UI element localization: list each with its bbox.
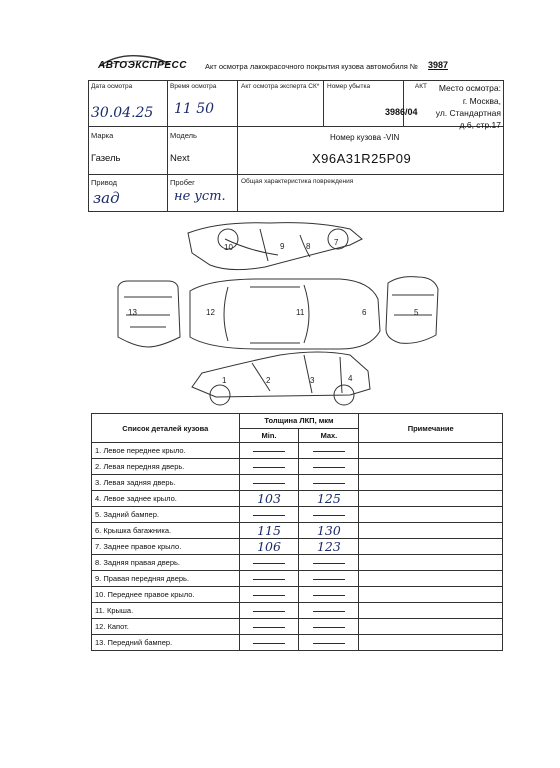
note-cell [359, 571, 503, 587]
mileage-value: не уст. [174, 189, 226, 204]
time-cell [168, 81, 238, 127]
table-row [92, 555, 503, 571]
thickness-max [299, 619, 359, 635]
note-cell [359, 459, 503, 475]
place-label: Место осмотра: [438, 83, 501, 93]
note-cell [359, 539, 503, 555]
loss-cell [324, 81, 404, 127]
damage-cell [238, 175, 503, 211]
blank-dash [253, 611, 285, 612]
mileage-label: Пробег [170, 178, 195, 187]
blank-dash [253, 451, 285, 452]
blank-dash [253, 515, 285, 516]
diagram-num-12: 12 [206, 308, 215, 317]
thickness-min [239, 475, 299, 491]
part-name: 8. Задняя правая дверь. [92, 555, 240, 571]
diagram-num-4: 4 [348, 374, 353, 383]
place-line-2: ул. Стандартная [435, 108, 501, 118]
table-row [92, 587, 503, 603]
blank-dash [313, 579, 345, 580]
thickness-min [239, 603, 299, 619]
expert-cell [238, 81, 324, 127]
thickness-min: 103 [239, 491, 299, 507]
place-cell [427, 81, 503, 130]
thickness-max [299, 603, 359, 619]
thickness-min [239, 555, 299, 571]
table-row [92, 635, 503, 651]
parts-table [91, 413, 503, 651]
blank-dash [253, 483, 285, 484]
thickness-max: 125 [299, 491, 359, 507]
act-number: 3987 [428, 60, 449, 70]
diagram-num-11: 11 [296, 308, 305, 317]
part-name: 5. Задний бампер. [92, 507, 240, 523]
blank-dash [253, 643, 285, 644]
thickness-max: 130 [299, 523, 359, 539]
date-label: Дата осмотра [91, 83, 133, 90]
table-row [92, 523, 503, 539]
time-value: 11 50 [174, 101, 215, 117]
thickness-min: 106 [239, 539, 299, 555]
thickness-max [299, 475, 359, 491]
blank-dash [313, 627, 345, 628]
thickness-max [299, 443, 359, 459]
vin-cell [238, 127, 503, 175]
car-rear-outline [386, 277, 438, 344]
document-title: Акт осмотра лакокрасочного покрытия кузова автомобиля № [205, 62, 418, 71]
blank-dash [313, 451, 345, 452]
header-form [88, 80, 504, 212]
date-cell [89, 81, 168, 127]
blank-dash [313, 563, 345, 564]
thickness-min [239, 507, 299, 523]
thickness-min [239, 635, 299, 651]
diagram-num-7: 7 [334, 238, 339, 247]
act-label: АКТ [414, 83, 427, 90]
part-name: 2. Левая передняя дверь. [92, 459, 240, 475]
table-row [92, 619, 503, 635]
col-thickness-header: Толщина ЛКП, мкм [239, 414, 359, 429]
thickness-min [239, 619, 299, 635]
table-row [92, 507, 503, 523]
blank-dash [313, 515, 345, 516]
mileage-cell [168, 175, 238, 211]
thickness-max: 123 [299, 539, 359, 555]
brand-cell [89, 127, 168, 175]
act-value: 3986/04 [385, 107, 418, 117]
car-rear-details [392, 295, 434, 315]
thickness-min [239, 443, 299, 459]
car-top-outline [190, 279, 380, 349]
blank-dash [313, 483, 345, 484]
table-row [92, 571, 503, 587]
table-row [92, 603, 503, 619]
thickness-min: 115 [239, 523, 299, 539]
part-name: 12. Капот. [92, 619, 240, 635]
table-row [92, 539, 503, 555]
blank-dash [253, 563, 285, 564]
thickness-max [299, 587, 359, 603]
car-left-side-doors [252, 355, 342, 393]
date-value: 30.04.25 [91, 105, 154, 121]
note-cell [359, 619, 503, 635]
car-left-side-outline [192, 352, 370, 397]
brand-value: Газель [91, 153, 121, 164]
blank-dash [253, 595, 285, 596]
vin-label: Номер кузова -VIN [330, 133, 400, 142]
diagram-num-5: 5 [414, 308, 419, 317]
table-row [92, 443, 503, 459]
brand-label: Марка [91, 131, 114, 140]
drive-label: Привод [91, 178, 118, 187]
blank-dash [313, 611, 345, 612]
place-line-3: д.6, стр.17 [459, 120, 501, 130]
damage-label: Общая характеристика повреждения [241, 178, 354, 185]
table-row [92, 475, 503, 491]
model-label: Модель [170, 131, 197, 140]
part-name: 7. Заднее правое крыло. [92, 539, 240, 555]
diagram-num-9: 9 [280, 242, 285, 251]
thickness-max [299, 507, 359, 523]
part-name: 1. Левое переднее крыло. [92, 443, 240, 459]
thickness-max [299, 555, 359, 571]
place-line-1: г. Москва, [462, 96, 501, 106]
part-name: 9. Правая передняя дверь. [92, 571, 240, 587]
thickness-min [239, 571, 299, 587]
blank-dash [313, 595, 345, 596]
note-cell [359, 603, 503, 619]
note-cell [359, 507, 503, 523]
drive-cell [89, 175, 168, 211]
thickness-min [239, 587, 299, 603]
note-cell [359, 443, 503, 459]
vin-value: X96A31R25P09 [312, 151, 412, 166]
blank-dash [253, 467, 285, 468]
logo-text: АВТОЭКСПРЕСС [98, 60, 187, 71]
col-max-header: Max. [299, 428, 359, 443]
note-cell [359, 491, 503, 507]
car-right-side-doors [225, 229, 310, 261]
diagram-num-8: 8 [306, 242, 311, 251]
col-note-header: Примечание [359, 414, 503, 443]
loss-label: Номер убытка [327, 83, 371, 90]
car-diagram [100, 215, 450, 410]
diagram-num-2: 2 [266, 376, 271, 385]
blank-dash [313, 643, 345, 644]
expert-label: Акт осмотра эксперта СК* [241, 83, 320, 90]
col-parts-header: Список деталей кузова [92, 414, 240, 443]
blank-dash [253, 627, 285, 628]
table-row [92, 459, 503, 475]
model-value: Next [170, 153, 190, 164]
diagram-num-6: 6 [362, 308, 367, 317]
col-min-header: Min. [239, 428, 299, 443]
drive-value: зад [93, 189, 120, 207]
thickness-max [299, 571, 359, 587]
note-cell [359, 587, 503, 603]
part-name: 4. Левое заднее крыло. [92, 491, 240, 507]
note-cell [359, 523, 503, 539]
table-row [92, 491, 503, 507]
thickness-max [299, 459, 359, 475]
diagram-num-10: 10 [224, 243, 233, 252]
time-label: Время осмотра [170, 83, 217, 90]
part-name: 13. Передний бампер. [92, 635, 240, 651]
diagram-num-3: 3 [310, 376, 315, 385]
part-name: 3. Левая задняя дверь. [92, 475, 240, 491]
blank-dash [253, 579, 285, 580]
diagram-num-13: 13 [128, 308, 137, 317]
part-name: 11. Крыша. [92, 603, 240, 619]
note-cell [359, 475, 503, 491]
diagram-num-1: 1 [222, 376, 227, 385]
note-cell [359, 635, 503, 651]
car-left-front-wheel [210, 385, 230, 405]
thickness-max [299, 635, 359, 651]
note-cell [359, 555, 503, 571]
model-cell [168, 127, 238, 175]
blank-dash [313, 467, 345, 468]
thickness-min [239, 459, 299, 475]
part-name: 6. Крышка багажника. [92, 523, 240, 539]
part-name: 10. Переднее правое крыло. [92, 587, 240, 603]
